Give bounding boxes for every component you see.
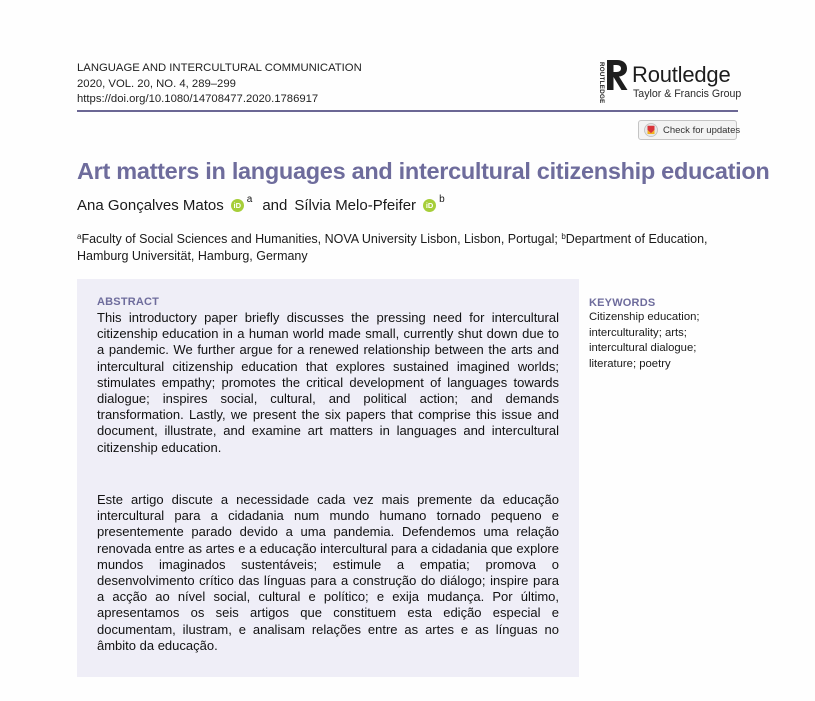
- keywords-heading: KEYWORDS: [589, 297, 656, 309]
- author-joiner: and: [262, 197, 288, 214]
- author-affiliation-mark: b: [439, 194, 445, 205]
- journal-volume: 2020, VOL. 20, NO. 4, 289–299: [77, 77, 236, 90]
- publisher-group: Taylor & Francis Group: [633, 88, 742, 100]
- journal-doi[interactable]: https://doi.org/10.1080/14708477.2020.1786917: [77, 93, 319, 106]
- publisher-logo: [591, 58, 751, 104]
- affiliation-b: Department of Education, Hamburg Universität, Hamburg, Germany: [77, 232, 708, 263]
- affiliations: [77, 231, 742, 265]
- affiliation-mark-b: b: [561, 232, 566, 241]
- journal-name: LANGUAGE AND INTERCULTURAL COMMUNICATION: [77, 62, 362, 74]
- abstract-portuguese: Este artigo discute a necessidade cada vez mais premente da educação intercultural para a cidadania num mundo humano tornado pequeno e presentemente parado devido a uma pandemia. Defendemos uma relação renovada entre as artes e a educação intercultural para a cidadania que explore mundos imaginados sustentáveis; estimule a empatia; promova o desenvolvimento crítico das línguas para a construção do diálogo; inspire para a acção ao nível social, cultural e político; e exija mudança. Por último, apresentamos os seis artigos que constituem esta edição especial e documentam, ilustram, e analisam relações entre as artes e as línguas no âmbito da educação.: [97, 492, 559, 653]
- author-name[interactable]: Ana Gonçalves Matos: [77, 197, 224, 214]
- abstract-box: [77, 279, 579, 677]
- crossmark-icon: [644, 123, 658, 137]
- abstract-heading: ABSTRACT: [97, 296, 160, 308]
- author-affiliation-mark: a: [246, 194, 253, 205]
- routledge-r-icon: [604, 58, 630, 92]
- keyword-line: interculturality; arts;: [589, 326, 687, 339]
- article-title: Art matters in languages and intercultural citizenship education: [77, 158, 770, 184]
- publisher-name: Routledge: [632, 62, 731, 87]
- keyword-line: literature; poetry: [589, 357, 671, 370]
- routledge-vertical-word: [591, 60, 605, 104]
- journal-info: [77, 61, 362, 108]
- header-divider: [77, 110, 738, 112]
- keywords-list: [589, 310, 700, 372]
- vertical-word-text: ROUTLEDGE: [598, 62, 605, 104]
- keyword-line: intercultural dialogue;: [589, 342, 697, 355]
- check-for-updates-button[interactable]: [638, 120, 741, 140]
- author-list: [77, 194, 445, 214]
- orcid-icon[interactable]: iD: [231, 199, 244, 212]
- affiliation-a: Faculty of Social Sciences and Humanities, NOVA University Lisbon, Lisbon, Portugal;: [81, 232, 562, 246]
- author-name[interactable]: Sílvia Melo-Pfeifer: [294, 197, 417, 214]
- abstract-english: This introductory paper briefly discusses the pressing need for intercultural citizenship education in a human world made small, currently shut down due to a pandemic. We further argue for a renewed relationship between the arts and intercultural citizenship education that explores sustained imagined worlds; stimulates empathy; promotes the critical development of languages towards dialogue; inspires social, cultural, and political action; and demands transformation. Lastly, we present the six papers that comprise this issue and document, illustrate, and examine art matters in languages and intercultural citizenship education.: [97, 310, 559, 455]
- orcid-icon[interactable]: iD: [423, 199, 436, 212]
- affiliation-mark-a: a: [77, 232, 82, 241]
- keyword-line: Citizenship education;: [589, 311, 700, 323]
- check-for-updates-label: Check for updates: [663, 124, 741, 136]
